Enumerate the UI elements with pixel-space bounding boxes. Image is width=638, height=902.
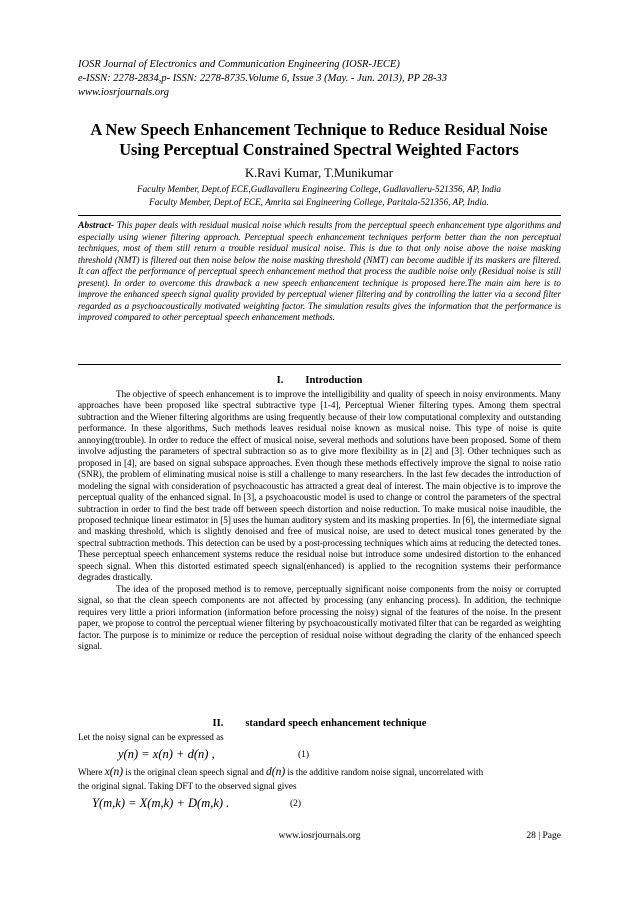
abstract-label: Abstract-	[78, 220, 115, 231]
section-title: Introduction	[305, 375, 363, 386]
where-line	[78, 767, 561, 779]
affiliation-2: Faculty Member, Dept.of ECE, Amrita sai Engineering College, Paritala-521356, AP, India.	[149, 197, 489, 207]
introduction-body	[78, 389, 561, 652]
dft-line: the original signal. Taking DFT to the observed signal gives	[78, 781, 297, 791]
journal-issn: e-ISSN: 2278-2834,p- ISSN: 2278-8735.Volume 6, Issue 3 (May. - Jun. 2013), PP 28-33	[78, 73, 447, 84]
section-title: standard speech enhancement technique	[245, 718, 427, 729]
title-line-2: Using Perceptual Constrained Spectral Weighted Factors	[119, 140, 519, 159]
title-line-1: A New Speech Enhancement Technique to Reduce Residual Noise	[90, 120, 548, 139]
section-heading-introduction	[78, 375, 561, 386]
authors: K.Ravi Kumar, T.Munikumar	[245, 166, 393, 180]
journal-url: www.iosrjournals.org	[78, 87, 170, 98]
section-number: II.	[212, 718, 224, 729]
where-text-b: is the original clean speech signal and	[123, 767, 267, 777]
journal-header	[78, 58, 578, 100]
abstract-top-rule	[78, 215, 561, 216]
abstract	[78, 220, 561, 324]
abstract-text: This paper deals with residual musical noise which results from the perceptual speech enhancement type algorithms and especially using wiener filtering approach. Perceptual speech enhancement techniques perform better than the non perceptual techniques, most of them still return a trouble residual musical noise. This is due to that only noise above the noise masking threshold (NMT) is filtered out then noise below the noise masking threshold (NMT) can become audible if its maskers are filtered. It can affect the performance of perceptual speech enhancement method that process the audible noise only (Residual noise is still present). In order to overcome this drawback a new speech enhancement technique is proposed here.The main aim here is to improve the enhanced speech signal quality provided by perceptual wiener filtering and by controlling the latter via a second filter regarded as a psychoacoustically motivated weighting factor. The simulation results gives the information that the performance is improved compared to other perceptual speech enhancement methods.	[78, 220, 561, 322]
footer-page-number: 28 | Page	[526, 831, 561, 841]
where-text-c: is the additive random noise signal, uncorrelated with	[285, 767, 484, 777]
equation-2: Y(m,k) = X(m,k) + D(m,k) .	[92, 796, 230, 810]
where-text-a: Where	[78, 767, 105, 777]
intro-paragraph-2: The idea of the proposed method is to remove, perceptually significant noise components from the noisy or corrupted signal, so that the clean speech components are not affected by processing (any enhancing process). In addition, the technique requires very little a priori information (information before processing the noisy) signal of the features of the noise. In the present paper, we propose to control the perceptual wiener filtering by psychoacoustically motivated filter that can be regarded as weighting factor. The purpose is to minimize or reduce the perception of residual noise without degrading the clarity of the enhanced speech signal.	[78, 583, 561, 651]
section-number: I.	[276, 375, 284, 386]
affiliation-1: Faculty Member, Dept.of ECE,Gudlavalleru Engineering College, Gudlavalleru-521356, AP, India	[136, 184, 502, 194]
math-dn: d(n)	[266, 766, 286, 778]
equation-1: y(n) = x(n) + d(n) ,	[118, 747, 215, 761]
journal-name: IOSR Journal of Electronics and Communication Engineering (IOSR-JECE)	[78, 59, 400, 70]
equation-1-number: (1)	[298, 750, 310, 760]
intro-paragraph-1: The objective of speech enhancement is to improve the intelligibility and quality of speech in noisy environments. Many approaches have been proposed like spectral subtractive type [1-4], Perceptual Wiener filtering types. Among them spectral subtraction and the Wiener filtering algorithms are using frequently because of their low computational complexity and outstanding performance. In these algorithms, Such methods leaves residual noise known as musical noise. This type of noise is quite annoying(trouble). In order to reduce the effect of musical noise, several methods and solutions have been proposed. Some of them involve adjusting the parameters of spectral subtraction so as to give more flexibility as in [2] and [3]. Other techniques such as proposed in [4], are based on signal subspace approaches. Even though these methods effectively improve the signal to noise ratio (SNR), the problem of eliminating musical noise is still a challenge to many researchers. In the last few decades the introduction of modeling the signal with consideration of psychoacoustic has attracted a great deal of interest. The main objective is to improve the perceptual quality of the enhanced signal. In [3], a psychoacoustic model is used to change or control the parameters of the spectral subtraction in order to find the best trade off between speech distortion and noise reduction. To make musical noise inaudible, the proposed technique linear estimator in [5] uses the human auditory system and its masking properties. In [6], the intermediate signal and masking threshold, which is slightly denoised and free of musical noise, are used to detect musical tones generated by the spectral subtraction methods. This detection can be used by a post-processing techniques which aims at reducing the detected tones. These perceptual speech enhancement systems reduce the residual noise but introduce some undesired distortion to the enhanced speech signal. When this distorted estimated speech signal(enhanced) is applied to the recognition systems their performance degrades drastically.	[78, 389, 561, 583]
paper-title	[60, 120, 578, 160]
equation-2-number: (2)	[290, 799, 302, 809]
abstract-bottom-rule	[78, 364, 561, 365]
noisy-signal-intro: Let the noisy signal can be expressed as	[78, 732, 224, 742]
math-xn: x(n)	[104, 766, 124, 778]
footer-url: www.iosrjournals.org	[278, 831, 361, 841]
section-heading-standard-technique	[78, 718, 561, 729]
